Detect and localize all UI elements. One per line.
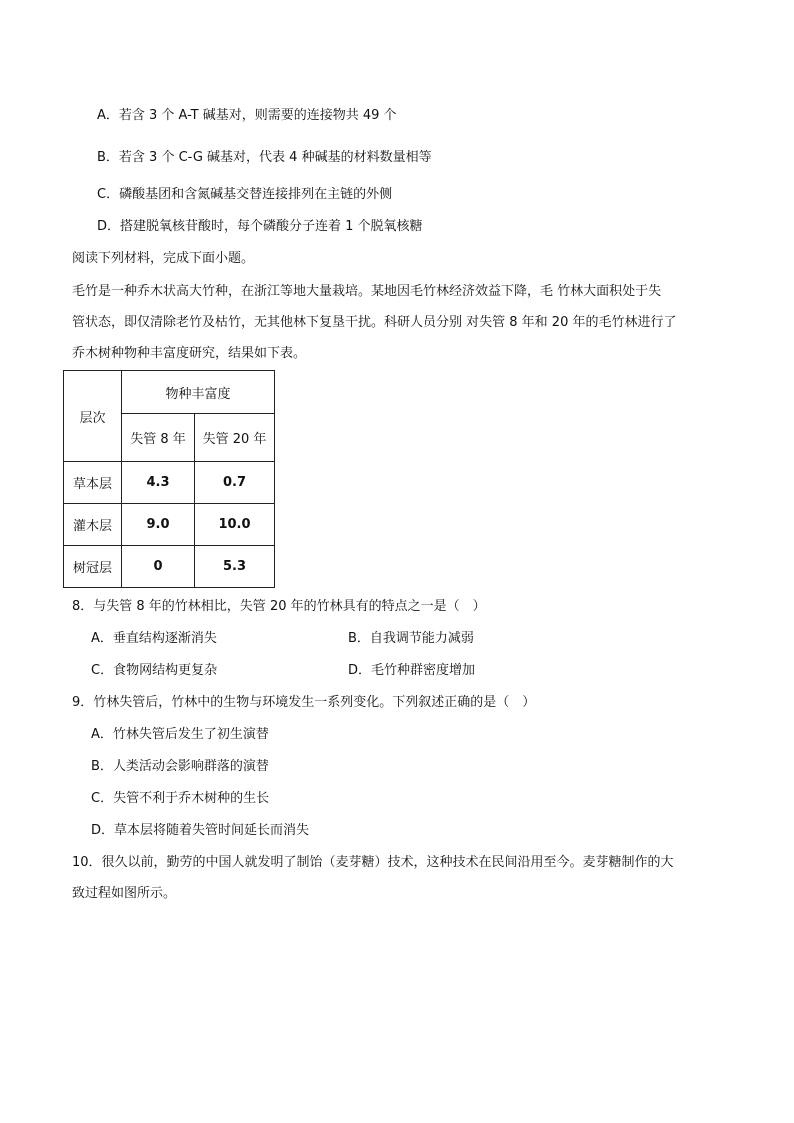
table-row	[64, 504, 275, 546]
table-cell-layer: 灌木层	[64, 504, 122, 546]
question-8-option-c: C．食物网结构更复杂	[91, 663, 218, 678]
reading-intro: 阅读下列材料，完成下面小题。	[72, 251, 255, 266]
table-header-8-years: 失管 8 年	[122, 414, 195, 462]
question-9-option-d: D．草本层将随着失管时间延长而消失	[91, 823, 310, 838]
question-9-option-c: C．失管不利于乔木树种的生长	[91, 791, 270, 806]
table-cell-layer: 草本层	[64, 462, 122, 504]
table-cell-layer: 树冠层	[64, 546, 122, 588]
table-cell-value: 10.0	[195, 504, 275, 546]
richness-table	[63, 370, 275, 588]
question-10-line-1: 10．很久以前，勤劳的中国人就发明了制饴（麦芽糖）技术，这种技术在民间沿用至今。麦芽糖制作的大	[72, 855, 674, 870]
table-row	[64, 462, 275, 504]
question-8-option-a: A．垂直结构逐渐消失	[91, 631, 217, 646]
material-line-2: 管状态，即仅清除老竹及枯竹，无其他林下复垦干扰。科研人员分别 对失管 8 年和 20 年的毛竹林进行了	[72, 315, 677, 330]
table-header-richness: 物种丰富度	[122, 371, 275, 414]
material-line-3: 乔木树种物种丰富度研究，结果如下表。	[72, 346, 307, 361]
table-header-layer: 层次	[64, 371, 122, 462]
question-10-line-2: 致过程如图所示。	[72, 886, 177, 901]
option-d-prev: D．搭建脱氧核苷酸时，每个磷酸分子连着 1 个脱氧核糖	[97, 219, 423, 234]
question-9-stem: 9．竹林失管后，竹林中的生物与环境发生一系列变化。下列叙述正确的是（ ）	[72, 695, 536, 710]
question-8-option-b: B．自我调节能力减弱	[348, 631, 474, 646]
question-8-option-d: D．毛竹种群密度增加	[348, 663, 476, 678]
table-row	[64, 546, 275, 588]
question-9-option-b: B．人类活动会影响群落的演替	[91, 759, 269, 774]
table-cell-value: 9.0	[122, 504, 195, 546]
table-cell-value: 0.7	[195, 462, 275, 504]
question-9-option-a: A．竹林失管后发生了初生演替	[91, 727, 269, 742]
material-line-1: 毛竹是一种乔木状高大竹种，在浙江等地大量栽培。某地因毛竹林经济效益下降，毛 竹林大面积处于失	[72, 284, 662, 299]
table-cell-value: 4.3	[122, 462, 195, 504]
table-cell-value: 5.3	[195, 546, 275, 588]
table-cell-value: 0	[122, 546, 195, 588]
option-a-prev: A．若含 3 个 A-T 碱基对，则需要的连接物共 49 个	[97, 108, 397, 123]
table-header-20-years: 失管 20 年	[195, 414, 275, 462]
option-b-prev: B．若含 3 个 C-G 碱基对，代表 4 种碱基的材料数量相等	[97, 150, 432, 165]
option-c-prev: C．磷酸基团和含氮碱基交替连接排列在主链的外侧	[97, 187, 393, 202]
question-8-stem: 8．与失管 8 年的竹林相比，失管 20 年的竹林具有的特点之一是（ ）	[72, 599, 486, 614]
